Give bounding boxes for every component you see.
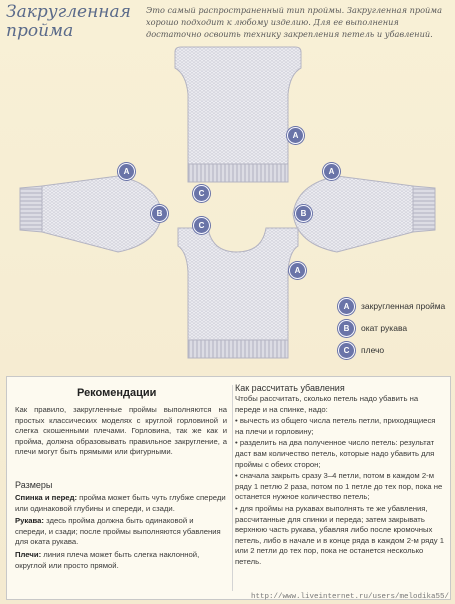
- legend-item-armhole: [338, 298, 445, 314]
- marker-b-left-sleeve: B: [151, 205, 168, 222]
- size-item-sleeves: [15, 516, 227, 548]
- marker-c-front: C: [193, 217, 210, 234]
- size-text-body: пройма может быть чуть глубже спереди или одинаковой глубины и спереди, и сзади.: [15, 493, 226, 513]
- size-item-body: [15, 493, 227, 514]
- size-term-shoulders: Плечи:: [15, 549, 42, 559]
- size-term-body: Спинка и перед:: [15, 493, 78, 502]
- calc-intro: Чтобы рассчитать, сколько петель надо убавить на переде и на спинке, надо:: [235, 394, 419, 414]
- sizes-list: [15, 493, 227, 573]
- title-line-2: пройма: [6, 21, 74, 41]
- calc-item-bind-off: • сначала закрыть сразу 3–4 петли, потом в каждом 2-м ряду 1 петлю 2 раза, потом по 1 петле до тех пор, пока не останется нужное количество петель;: [235, 471, 443, 502]
- marker-a-front: A: [289, 262, 306, 279]
- marker-b-right-sleeve: B: [295, 205, 312, 222]
- size-text-shoulders: линия плеча может быть слегка наклонной, округлой или просто прямой.: [15, 549, 200, 570]
- back-piece: [175, 47, 301, 182]
- legend-item-sleeve-cap: [338, 320, 407, 336]
- calc-item-subtract: • вычесть из общего числа петель петли, приходящиеся на плечи и горловину;: [235, 416, 436, 436]
- marker-a-left-sleeve: A: [118, 163, 135, 180]
- source-url: http://www.liveinternet.ru/users/melodika55/: [250, 593, 449, 601]
- legend-marker-c: C: [338, 342, 355, 359]
- calc-item-sleeves: • для проймы на рукавах выполнять те же убавления, рассчитанные для спинки и переда; затем закрывать верхнюю часть рукава, убавляя либо после кромочных петель, либо в начале и в конце ряда в каждом 2-м ряду 1 или 2 петли до тех пор, пока не останется несколько петель.: [235, 503, 445, 566]
- title-line-1: Закругленная: [6, 2, 131, 22]
- legend-label-shoulder: плечо: [361, 345, 385, 355]
- legend-marker-b: B: [338, 320, 355, 337]
- left-sleeve: [20, 176, 162, 252]
- sizes-heading: Размеры: [15, 480, 53, 490]
- marker-a-back: A: [287, 127, 304, 144]
- size-text-sleeves: здесь пройма должна быть одинаковой и спереди, и сзади; после проймы выполняются убавления для оката рукава.: [15, 516, 221, 547]
- calc-item-divide: • разделить на два полученное число петель: результат даст вам количество петель, которые надо убавить для проймы с обеих сторон;: [235, 438, 435, 469]
- intro-text: Это самый распространенный тип проймы. Закругленная пройма хорошо подходит к любому изделию. Для ее выполнения достаточно освоить технику закрепления петель и убавлений.: [146, 5, 442, 39]
- recommendations-box: [6, 376, 451, 600]
- recommendations-heading: Рекомендации: [77, 387, 157, 399]
- calc-column: [235, 394, 445, 569]
- right-sleeve: [293, 176, 435, 252]
- front-piece: [178, 228, 298, 358]
- recommendations-paragraph: Как правило, закругленные проймы выполняются на простых классических моделях с круглой горловиной и слегка скошенными плечами. Горловина, так же как и пройма, должна образовывать правильное закругление, а плечи могут быть прямыми или фигурными.: [15, 405, 227, 457]
- legend-marker-a: A: [338, 298, 355, 315]
- calc-heading: Как рассчитать убавления: [235, 383, 345, 393]
- column-divider: [232, 385, 233, 591]
- marker-a-right-sleeve: A: [323, 163, 340, 180]
- marker-c-back: C: [193, 185, 210, 202]
- legend-label-armhole: закругленная пройма: [361, 301, 446, 311]
- legend-label-sleeve-cap: окат рукава: [361, 323, 408, 333]
- legend-item-shoulder: [338, 342, 384, 358]
- size-term-sleeves: Рукава:: [15, 516, 44, 526]
- size-item-shoulders: [15, 550, 227, 571]
